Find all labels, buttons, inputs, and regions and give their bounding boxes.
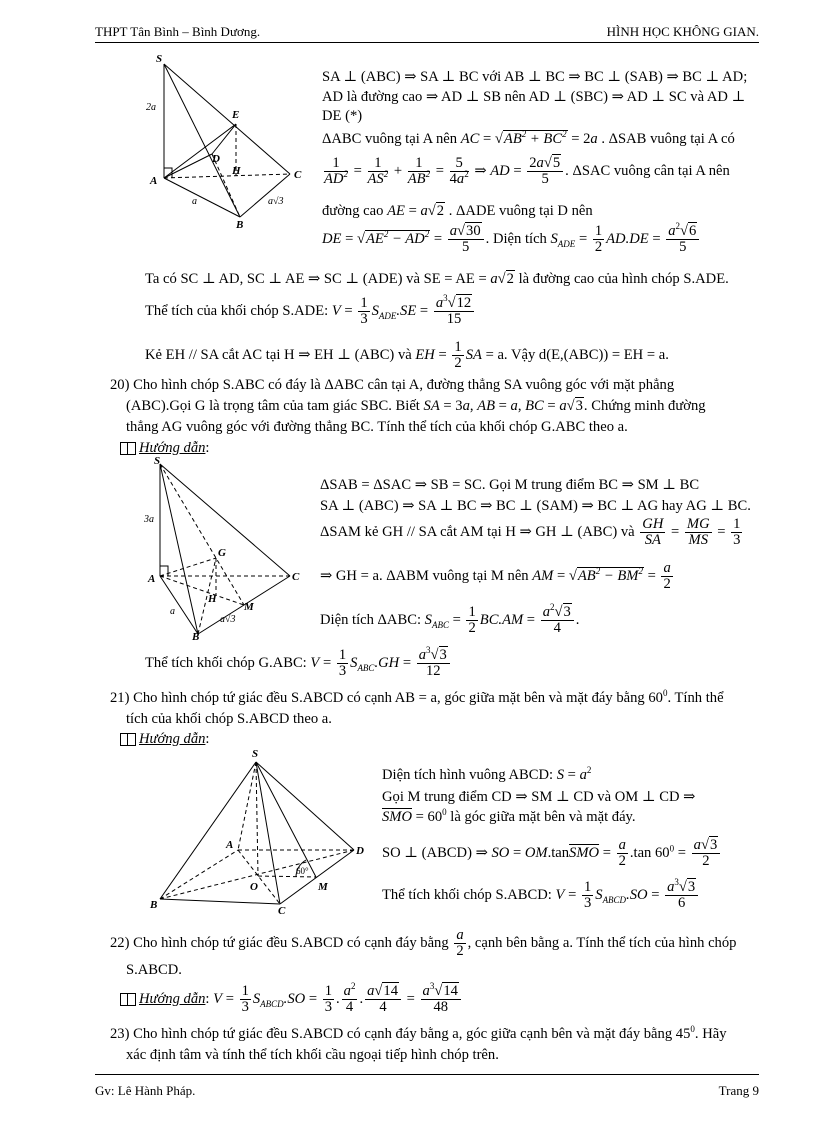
fig1-label-h: H: [232, 165, 241, 177]
p19-line-2: AD là đường cao ⇒ AD ⊥ SB nên AD ⊥ (SBC) ⇒ AD ⊥ SC và AD ⊥: [322, 89, 746, 105]
p19-line-4: ΔABC vuông tại A nên AC = $√AB^2 + BC^2 = 2a$ . ΔSAB vuông tại A có: [322, 129, 735, 147]
p21-solution-2: Gọi M trung điểm CD ⇒ SM ⊥ CD và OM ⊥ CD ⇒: [382, 789, 696, 805]
p20-solution-3: ΔSAM kẻ GH // SA cắt AM tại H ⇒ GH ⊥ (ABC) và $\frac{GH}{SA}$ = $\frac{MG}{MS}$ = $\frac{1}{3}$: [320, 516, 741, 549]
p21-solution-4: SO ⊥ (ABCD) ⇒ SO = $OM.\tan\overline{SMO}$ = $\frac{a}{2}$ .tan $60^0$ = $\frac{a√3}{2}$: [382, 838, 722, 870]
figure-pyramid-abcd: [146, 744, 368, 916]
p20-solution-5: Diện tích ΔABC: $S_{ABC}$ = $\frac{1}{2}$ BC.AM = $\frac{a^2√3}{4}$ .: [320, 602, 580, 637]
fig2-label-h: H: [208, 593, 217, 605]
header-left: THPT Tân Bình – Bình Dương.: [95, 24, 261, 39]
header-rule: [95, 42, 759, 43]
header-right: HÌNH HỌC KHÔNG GIAN.: [606, 24, 759, 39]
p19-line-5: $\frac{1}{AD^2}$ = $\frac{1}{AS^2}$ + $\frac{1}{AB^2}$ = $\frac{5}{4a^2}$ ⇒ AD = $\frac{2a√5}{5}$ . ΔSAC vuông cân tại A nên: [324, 155, 730, 188]
fig1-label-c: C: [294, 169, 302, 181]
p21-guide: Hướng dẫn:: [120, 731, 209, 748]
fig1-label-e: E: [232, 109, 240, 121]
p21-question-2: tích của khối chóp S.ABCD theo a.: [126, 711, 332, 727]
fig2-label-m: M: [244, 601, 254, 613]
fig2-label-b: B: [192, 631, 200, 641]
p20-solution-6: Thể tích khối chóp G.ABC: V = $\frac{1}{3}$ $S_{ABC}.GH$ = $\frac{a^3√3}{12}$: [145, 648, 452, 680]
fig1-side-bc: a√3: [268, 196, 284, 207]
p19-line-9: Thể tích của khối chóp S.ADE: V = $\frac{1}{3}$ $S_{ADE}.SE$ = $\frac{a^3√12}{15}$: [145, 296, 476, 328]
fig2-side-bc: a√3: [220, 614, 236, 625]
book-icon: [120, 442, 136, 455]
p20-guide: Hướng dẫn:: [120, 440, 209, 457]
fig3-angle-label: 60°: [296, 866, 309, 876]
fig1-label-s: S: [156, 53, 163, 65]
figure-pyramid-ade: [142, 50, 312, 230]
fig1-label-d: D: [212, 153, 220, 165]
fig1-side-sa: 2a: [146, 102, 156, 113]
p21-solution-5: Thể tích khối chóp S.ABCD: V = $\frac{1}{3}$ $S_{ABCD}.SO$ = $\frac{a^3√3}{6}$: [382, 880, 700, 912]
fig3-label-s: S: [252, 748, 259, 760]
fig2-label-c: C: [292, 571, 300, 583]
p21-solution-3: $\overline{SMO} = 60^0$ là góc giữa mặt bên và mặt đáy.: [382, 807, 636, 825]
fig2-side-sa: 3a: [144, 514, 154, 525]
p19-line-1: SA ⊥ (ABC) ⇒ SA ⊥ BC với AB ⊥ BC ⇒ BC ⊥ (SAB) ⇒ BC ⊥ AD;: [322, 69, 748, 85]
book-icon: [120, 993, 136, 1006]
p23-question-1: 23) Cho hình chóp tứ giác đều S.ABCD có cạnh đáy bằng a, góc giữa cạnh bên và mặt đáy bằng $45^0$. Hãy: [110, 1024, 727, 1042]
fig1-label-a: A: [150, 175, 158, 187]
footer-left: Gv: Lê Hành Pháp.: [95, 1083, 196, 1098]
footer-rule: [95, 1074, 759, 1075]
fig3-label-c: C: [278, 905, 286, 916]
p22-guide: Hướng dẫn: V = $\frac{1}{3}$ $S_{ABCD}.SO$ = $\frac{1}{3}$ . $\frac{a^2}{4}$ . $\frac{a√14}{4}$ = $\frac{a^3√14}{48}$: [120, 984, 463, 1016]
p21-question-1: 21) Cho hình chóp tứ giác đều S.ABCD có cạnh AB = a, góc giữa mặt bên và mặt đáy bằng $60^0$. Tính thể: [110, 688, 724, 706]
p20-solution-4: ⇒ GH = a. ΔABM vuông tại M nên AM = $√AB^2 - BM^2$ = $\frac{a}{2}$: [320, 560, 671, 593]
fig3-label-b: B: [150, 899, 158, 911]
figure-pyramid-gabc: [142, 456, 312, 641]
page-number: Trang 9: [718, 1083, 759, 1098]
p20-question-1: 20) Cho hình chóp S.ABC có đáy là ΔABC cân tại A, đường thẳng SA vuông góc với mặt phẳng: [110, 377, 675, 393]
fig3-label-m: M: [318, 881, 328, 893]
fig2-label-a: A: [148, 573, 156, 585]
p19-line-3: DE (*): [322, 108, 363, 124]
p19-line-8: Ta có SC ⊥ AD, SC ⊥ AE ⇒ SC ⊥ (ADE) và SE = AE = a√2 là đường cao của hình chóp S.ADE.: [145, 271, 729, 287]
book-icon: [120, 733, 136, 746]
p20-question-2: (ABC).Gọi G là trọng tâm của tam giác SBC. Biết SA = 3a, AB = a, BC = a√3. Chứng minh đường: [126, 398, 706, 414]
fig3-label-o: O: [250, 881, 258, 893]
p20-solution-2: SA ⊥ (ABC) ⇒ SA ⊥ BC ⇒ BC ⊥ (SAM) ⇒ BC ⊥ AG hay AG ⊥ BC.: [320, 498, 751, 514]
p19-line-7: DE = $√AE^2 - AD^2$ = $\frac{a√30}{5}$ . Diện tích $S_{ADE}$ = $\frac{1}{2}$ AD.DE = $\frac{a^2√6}{5}$: [322, 224, 701, 256]
p21-solution-1: Diện tích hình vuông ABCD: $S = a^2$: [382, 765, 592, 783]
fig1-label-b: B: [236, 219, 244, 230]
fig2-label-g: G: [218, 547, 226, 559]
p19-line-10: Kẻ EH // SA cắt AC tại H ⇒ EH ⊥ (ABC) và EH = $\frac{1}{2}$ SA = a. Vậy d(E,(ABC)) = EH = a.: [145, 339, 669, 372]
p22-question-1: 22) Cho hình chóp tứ giác đều S.ABCD có cạnh đáy bằng $\frac{a}{2}$ , cạnh bên bằng a. Tính thể tích của hình chóp: [110, 927, 737, 960]
fig2-label-s: S: [154, 456, 161, 467]
p20-solution-1: ΔSAB = ΔSAC ⇒ SB = SC. Gọi M trung điểm BC ⇒ SM ⊥ BC: [320, 477, 700, 493]
p22-question-2: S.ABCD.: [126, 962, 182, 978]
fig1-side-ab: a: [192, 196, 197, 207]
fig2-side-ab: a: [170, 606, 175, 617]
p23-question-2: xác định tâm và tính thể tích khối cầu ngoại tiếp hình chóp trên.: [126, 1047, 499, 1063]
p19-line-6: đường cao AE = a√2 . ΔADE vuông tại D nên: [322, 203, 593, 219]
fig3-label-d: D: [356, 845, 364, 857]
fig3-label-a: A: [226, 839, 234, 851]
p20-question-3: thẳng AG vuông góc với đường thẳng BC. Tính thể tích của khối chóp G.ABC theo a.: [126, 419, 628, 435]
